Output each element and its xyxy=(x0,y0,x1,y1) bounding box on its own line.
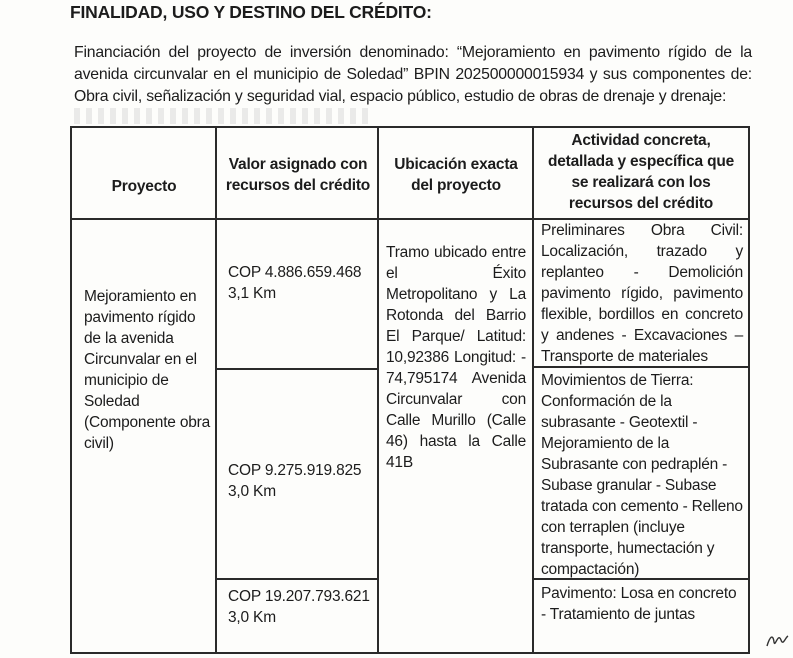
table-row-1-value xyxy=(228,262,374,304)
intro-paragraph: Financiación del proyecto de inversión denominado: “Mejoramiento en pavimento rígido de la avenida circunvalar en el municipio de Soledad” BPIN 202500000015934 y sus componentes de: Obra civil, señalización y seguridad vial, espacio público, estudio de obras de drenaje y drenaje: xyxy=(74,44,752,105)
project-description: Mejoramiento en pavimento rígido de la avenida Circunvalar en el municipio de Soledad (Componente obra civil) xyxy=(84,288,211,452)
section-title: FINALIDAD, USO Y DESTINO DEL CRÉDITO: xyxy=(70,2,432,22)
row-1-activity: Preliminares Obra Civil: Localización, trazado y replanteo - Demolición pavimento rígido, pavimento flexible, bordillos en concreto y andenes - Excavaciones – Transporte de materiales xyxy=(541,222,743,365)
header-project: Proyecto xyxy=(111,178,177,195)
row-2-activity: Movimientos de Tierra: Conformación de la subrasante - Geotextil - Mejoramiento de la Subrasante con pedraplén - Subase granular - Subase tratada con cemento - Relleno con terraplen (incluye transporte, humectación y compactación) xyxy=(541,372,743,578)
row-3-amount: COP 19.207.793.621 xyxy=(228,588,370,605)
row-3-activity: Pavimento: Losa en concreto - Tratamiento de juntas xyxy=(541,585,737,623)
project-location: Tramo ubicado entre el Éxito Metropolitano y La Rotonda del Barrio El Parque/ Latitud: 10,92386 Longitud: - 74,795174 Avenida Circunvalar con Calle Murillo (Calle 46) hasta la Calle 41B xyxy=(386,244,526,471)
signature-mark xyxy=(764,628,790,652)
header-value: Valor asignado con recursos del crédito xyxy=(225,156,371,194)
credit-table xyxy=(70,126,750,654)
row-3-length: 3,0 Km xyxy=(228,609,276,626)
table-row-3-value xyxy=(228,586,374,628)
row-2-length: 3,0 Km xyxy=(228,483,276,500)
row-1-amount: COP 4.886.659.468 xyxy=(228,264,362,281)
header-activity: Actividad concreta, detallada y específica que se realizará con los recursos del crédito xyxy=(547,132,735,212)
table-row-2-value xyxy=(228,460,374,502)
faded-text-strip xyxy=(74,108,374,124)
row-1-length: 3,1 Km xyxy=(228,285,276,302)
header-location: Ubicación exacta del proyecto xyxy=(394,156,518,194)
row-2-amount: COP 9.275.919.825 xyxy=(228,462,362,479)
